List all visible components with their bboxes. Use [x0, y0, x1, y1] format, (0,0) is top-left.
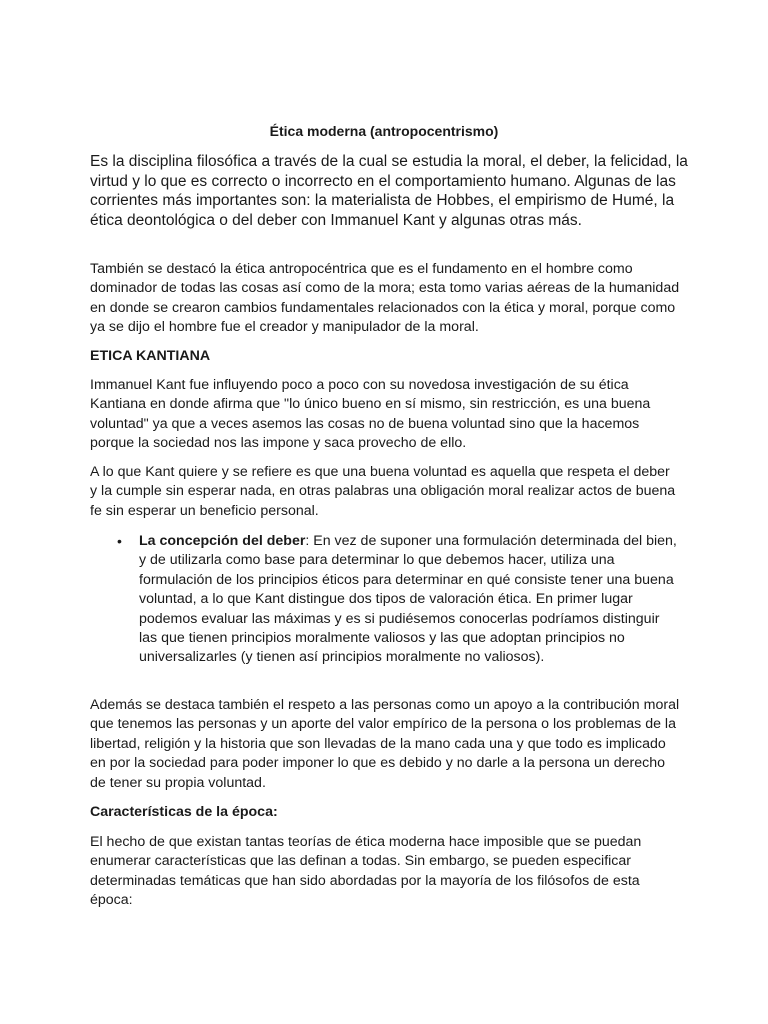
- caracteristicas-paragraph: El hecho de que existan tantas teorías de ética moderna hace imposible que se puedan enumerar características que las definan a todas. Sin embargo, se pueden especificar determinadas temáticas que han sido abordadas por la mayoría de los filósofos de esta época:: [90, 834, 642, 909]
- intro-paragraph: Es la disciplina filosófica a través de la cual se estudia la moral, el deber, la felicidad, la virtud y lo que es correcto o incorrecto en el comportamiento humano. Algunas de las corrientes más importantes son: la materialista de Hobbes, el empirismo de Humé, la ética deontológica o del deber con Immanuel Kant y algunas otras más.: [90, 153, 688, 229]
- respeto-paragraph: Además se destaca también el respeto a las personas como un apoyo a la contribución moral que tenemos las personas y un aporte del valor empírico de la persona o los problemas de la libertad, religión y la historia que son llevadas de la mano cada una y que todo es implicado en por la sociedad para poder imponer lo que es debido y no darle a la persona un derecho de tener su propia voluntad.: [90, 697, 680, 791]
- kant-paragraph-2: A lo que Kant quiere y se refiere es que una buena voluntad es aquella que respeta el deber y la cumple sin esperar nada, en otras palabras una obligación moral realizar actos de buena fe sin esperar un beneficio personal.: [90, 464, 676, 519]
- document-title: Ética moderna (antropocentrismo): [269, 123, 499, 139]
- bullet-description: : En vez de suponer una formulación determinada del bien, y de utilizarla como base para determinar lo que debemos hacer, utiliza una formulación de los principios éticos para determinar en qué consiste tener una buena voluntad, a lo que Kant distingue dos tipos de valoración ética. En primer lugar podemos evaluar las máximas y es si pudiésemos conocerlas podríamos distinguir las que tienen principios moralmente valiosos y las que adoptan principios no universalizarles (y tienen así principios moralmente no valiosos).: [139, 533, 677, 666]
- kant-paragraph-1: Immanuel Kant fue influyendo poco a poco con su novedosa investigación de su ética Kantiana en donde afirma que "lo único bueno en sí mismo, sin restricción, es una buena voluntad" ya que a veces asemos las cosas no de buena voluntad sino que la hacemos porque la sociedad nos las impone y saca provecho de ello.: [90, 377, 651, 452]
- bullet-term: La concepción del deber: [139, 533, 306, 549]
- heading-caracteristicas: Características de la época:: [90, 804, 278, 820]
- bullet-marker: •: [117, 533, 122, 549]
- list-item: [139, 532, 681, 668]
- heading-etica-kantiana: ETICA KANTIANA: [90, 348, 211, 364]
- antropocentrica-paragraph: También se destacó la ética antropocéntrica que es el fundamento en el hombre como dominador de todas las cosas así como de la mora; esta tomo varias aéreas de la humanidad en donde se crearon cambios fundamentales relacionados con la ética y moral, porque como ya se dijo el hombre fue el creador y manipulador de la moral.: [90, 261, 680, 336]
